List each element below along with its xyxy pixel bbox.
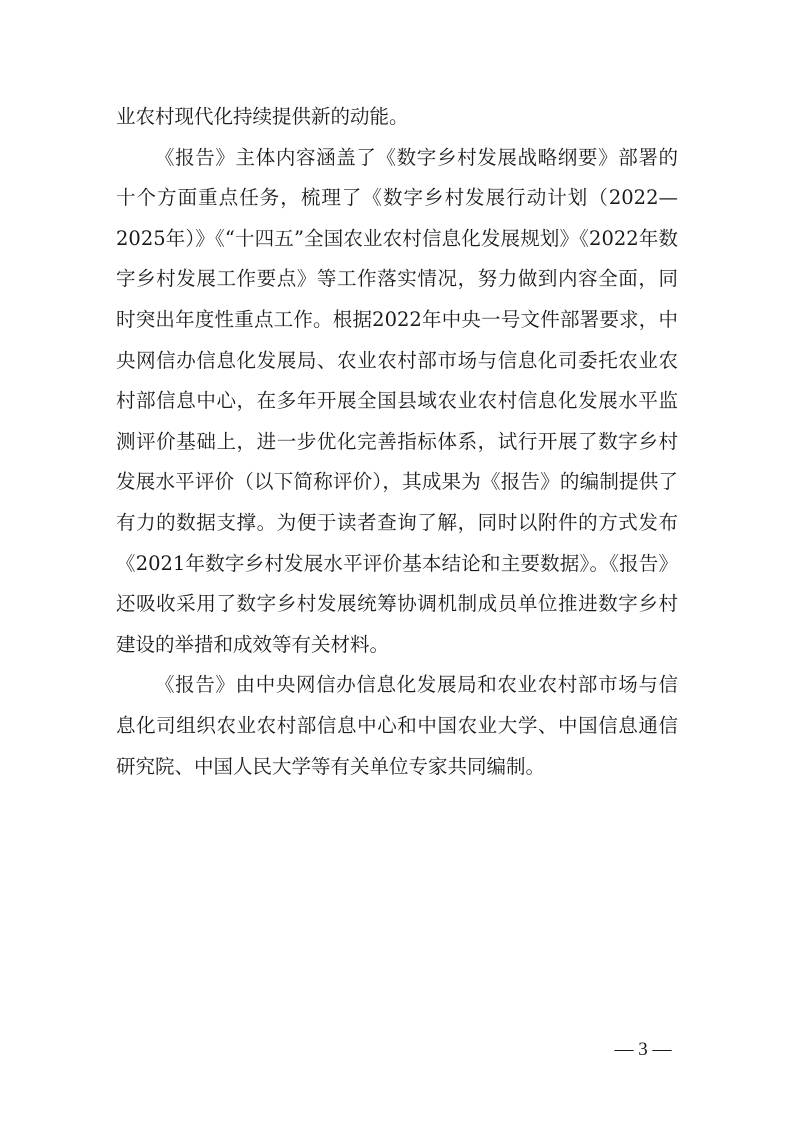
page-number: — 3 — [614,1039,672,1060]
paragraph-continuation: 业农村现代化持续提供新的动能。 [116,105,409,128]
paragraph-report-contents: 《报告》主体内容涵盖了《数字乡村发展战略纲要》部署的十个方面重点任务，梳理了《数字乡村发展行动计划（2022—2025年）》《“十四五”全国农业农村信息化发展规划》《2022年数字乡村发展工作要点》等工作落实情况，努力做到内容全面，同时突出年度性重点工作。根据2022年中央一号文件部署要求，中央网信办信息化发展局、农业农村部市场与信息化司委托农业农村部信息中心，在多年开展全国县域农业农村信息化发展水平监测评价基础上，进一步优化完善指标体系，试行开展了数字乡村发展水平评价（以下简称评价），其成果为《报告》的编制提供了有力的数据支撑。为便于读者查询了解，同时以附件的方式发布《2021年数字乡村发展水平评价基本结论和主要数据》。《报告》还吸收采用了数字乡村发展统筹协调机制成员单位推进数字乡村建设的举措和成效等有关材料。 [116,145,678,656]
document-body [116,97,678,787]
paragraph-report-authors: 《报告》由中央网信办信息化发展局和农业农村部市场与信息化司组织农业农村部信息中心和中国农业大学、中国信息通信研究院、中国人民大学等有关单位专家共同编制。 [116,673,678,778]
